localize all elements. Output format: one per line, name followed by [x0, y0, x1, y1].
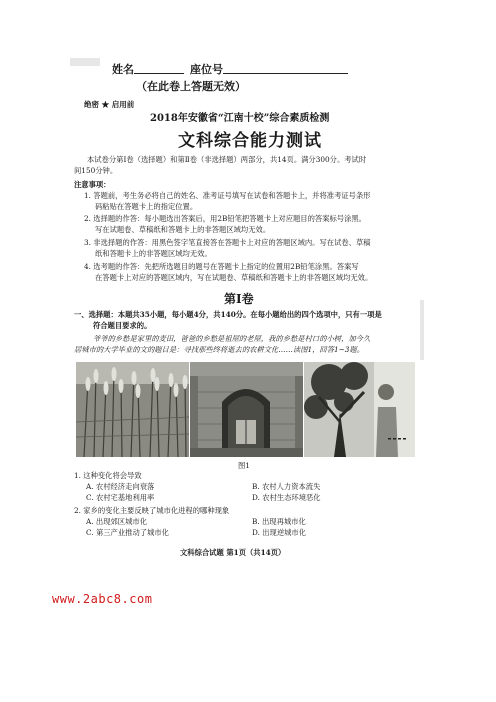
name-label: 姓名	[112, 63, 134, 76]
q1-option-a[interactable]: A. 农村经济走向衰落	[86, 482, 155, 491]
intro-line-2: 间150分钟。	[74, 166, 118, 175]
notice-invalid: （在此卷上答题无效）	[136, 80, 246, 93]
wheat-field-photo	[76, 362, 189, 457]
intro-line-1: 本试卷分第Ⅰ卷（选择题）和第Ⅱ卷（非选择题）两部分，共14页。满分300分。考试时	[87, 155, 367, 164]
scan-noise-right	[420, 300, 424, 360]
section-title: 第Ⅰ卷	[224, 292, 254, 306]
figure-1-photos	[76, 362, 415, 457]
q2-option-a[interactable]: A. 出现郊区城市化	[86, 517, 147, 526]
q1-option-b[interactable]: B. 农村人力资本流失	[252, 482, 321, 491]
old-house-photo	[190, 362, 303, 457]
secret-mark: 绝密 ★ 启用前	[84, 100, 135, 109]
note-3-line-2: 纸和答题卡上的非答题区域均无效。	[95, 249, 212, 258]
q1-option-d[interactable]: D. 农村生态环境恶化	[252, 493, 321, 502]
note-4-line-1: 4. 选考题的作答：先把所选题目的题号在答题卡上指定的位置用2B铅笔涂黑。答案写	[84, 262, 359, 271]
name-blank-line	[134, 73, 184, 74]
q2-option-c[interactable]: C. 第三产业推动了城市化	[86, 528, 169, 537]
notes-heading: 注意事项：	[74, 180, 111, 189]
page-footer: 文科综合试题 第1页（共14页）	[180, 548, 286, 557]
question-1-stem: 1. 这种变化将会导致	[74, 471, 142, 480]
note-1-line-1: 1. 答题前，考生务必将自己的姓名、准考证号填写在试卷和答题卡上，并将准考证号条形	[84, 191, 371, 200]
question-2-stem: 2. 家乡的变化主要反映了城市化进程的哪种现象	[74, 506, 230, 515]
q2-option-b[interactable]: B. 出现再城市化	[252, 517, 306, 526]
exam-title: 2018年安徽省“江南十校”综合素质检测	[150, 113, 330, 124]
note-1-line-2: 码粘贴在答题卡上的指定位置。	[95, 202, 198, 211]
scan-noise-top	[70, 58, 100, 66]
passage-line-1: 爷爷的乡愁是家里的麦田，爸爸的乡愁是祖屋的老屋，我的乡愁是村口的小树，加今久	[93, 334, 371, 343]
section-instruction-line-2: 符合题目要求的。	[93, 321, 152, 330]
section-instruction-line-1: 一、选择题：本题共35小题，每小题4分，共140分。在每小题给出的四个选项中，只有一项是	[74, 310, 382, 319]
q2-option-d[interactable]: D. 出现逆城市化	[252, 528, 307, 537]
note-2-line-2: 写在试题卷、草稿纸和答题卡上的非答题区域均无效。	[95, 225, 271, 234]
q1-option-c[interactable]: C. 农村宅基地利用率	[86, 493, 155, 502]
website-watermark: www.2abc8.com	[52, 592, 153, 606]
figure-caption: 图1	[238, 461, 250, 470]
seat-blank-line	[223, 73, 348, 74]
note-2-line-1: 2. 选择题的作答：每小题选出答案后，用2B铅笔把答题卡上对应题目的答案标号涂黑。	[84, 214, 366, 223]
subject-title: 文科综合能力测试	[178, 131, 322, 151]
seat-label: 座位号	[190, 63, 223, 76]
note-3-line-1: 3. 非选择题的作答：用黑色签字笔直接答在答题卡上对应的答题区域内。写在试卷、草稿	[84, 238, 371, 247]
tree-photo	[304, 362, 415, 457]
note-4-line-2: 在答题卡上对应的答题区域内，写在试题卷、草稿纸和答题卡上的非答题区域均无效。	[95, 273, 373, 282]
passage-line-2: 居城市的大学毕业的文的题目是：寻找那些终将逝去的农耕文化……读图1，回答1~3题。	[74, 345, 365, 354]
